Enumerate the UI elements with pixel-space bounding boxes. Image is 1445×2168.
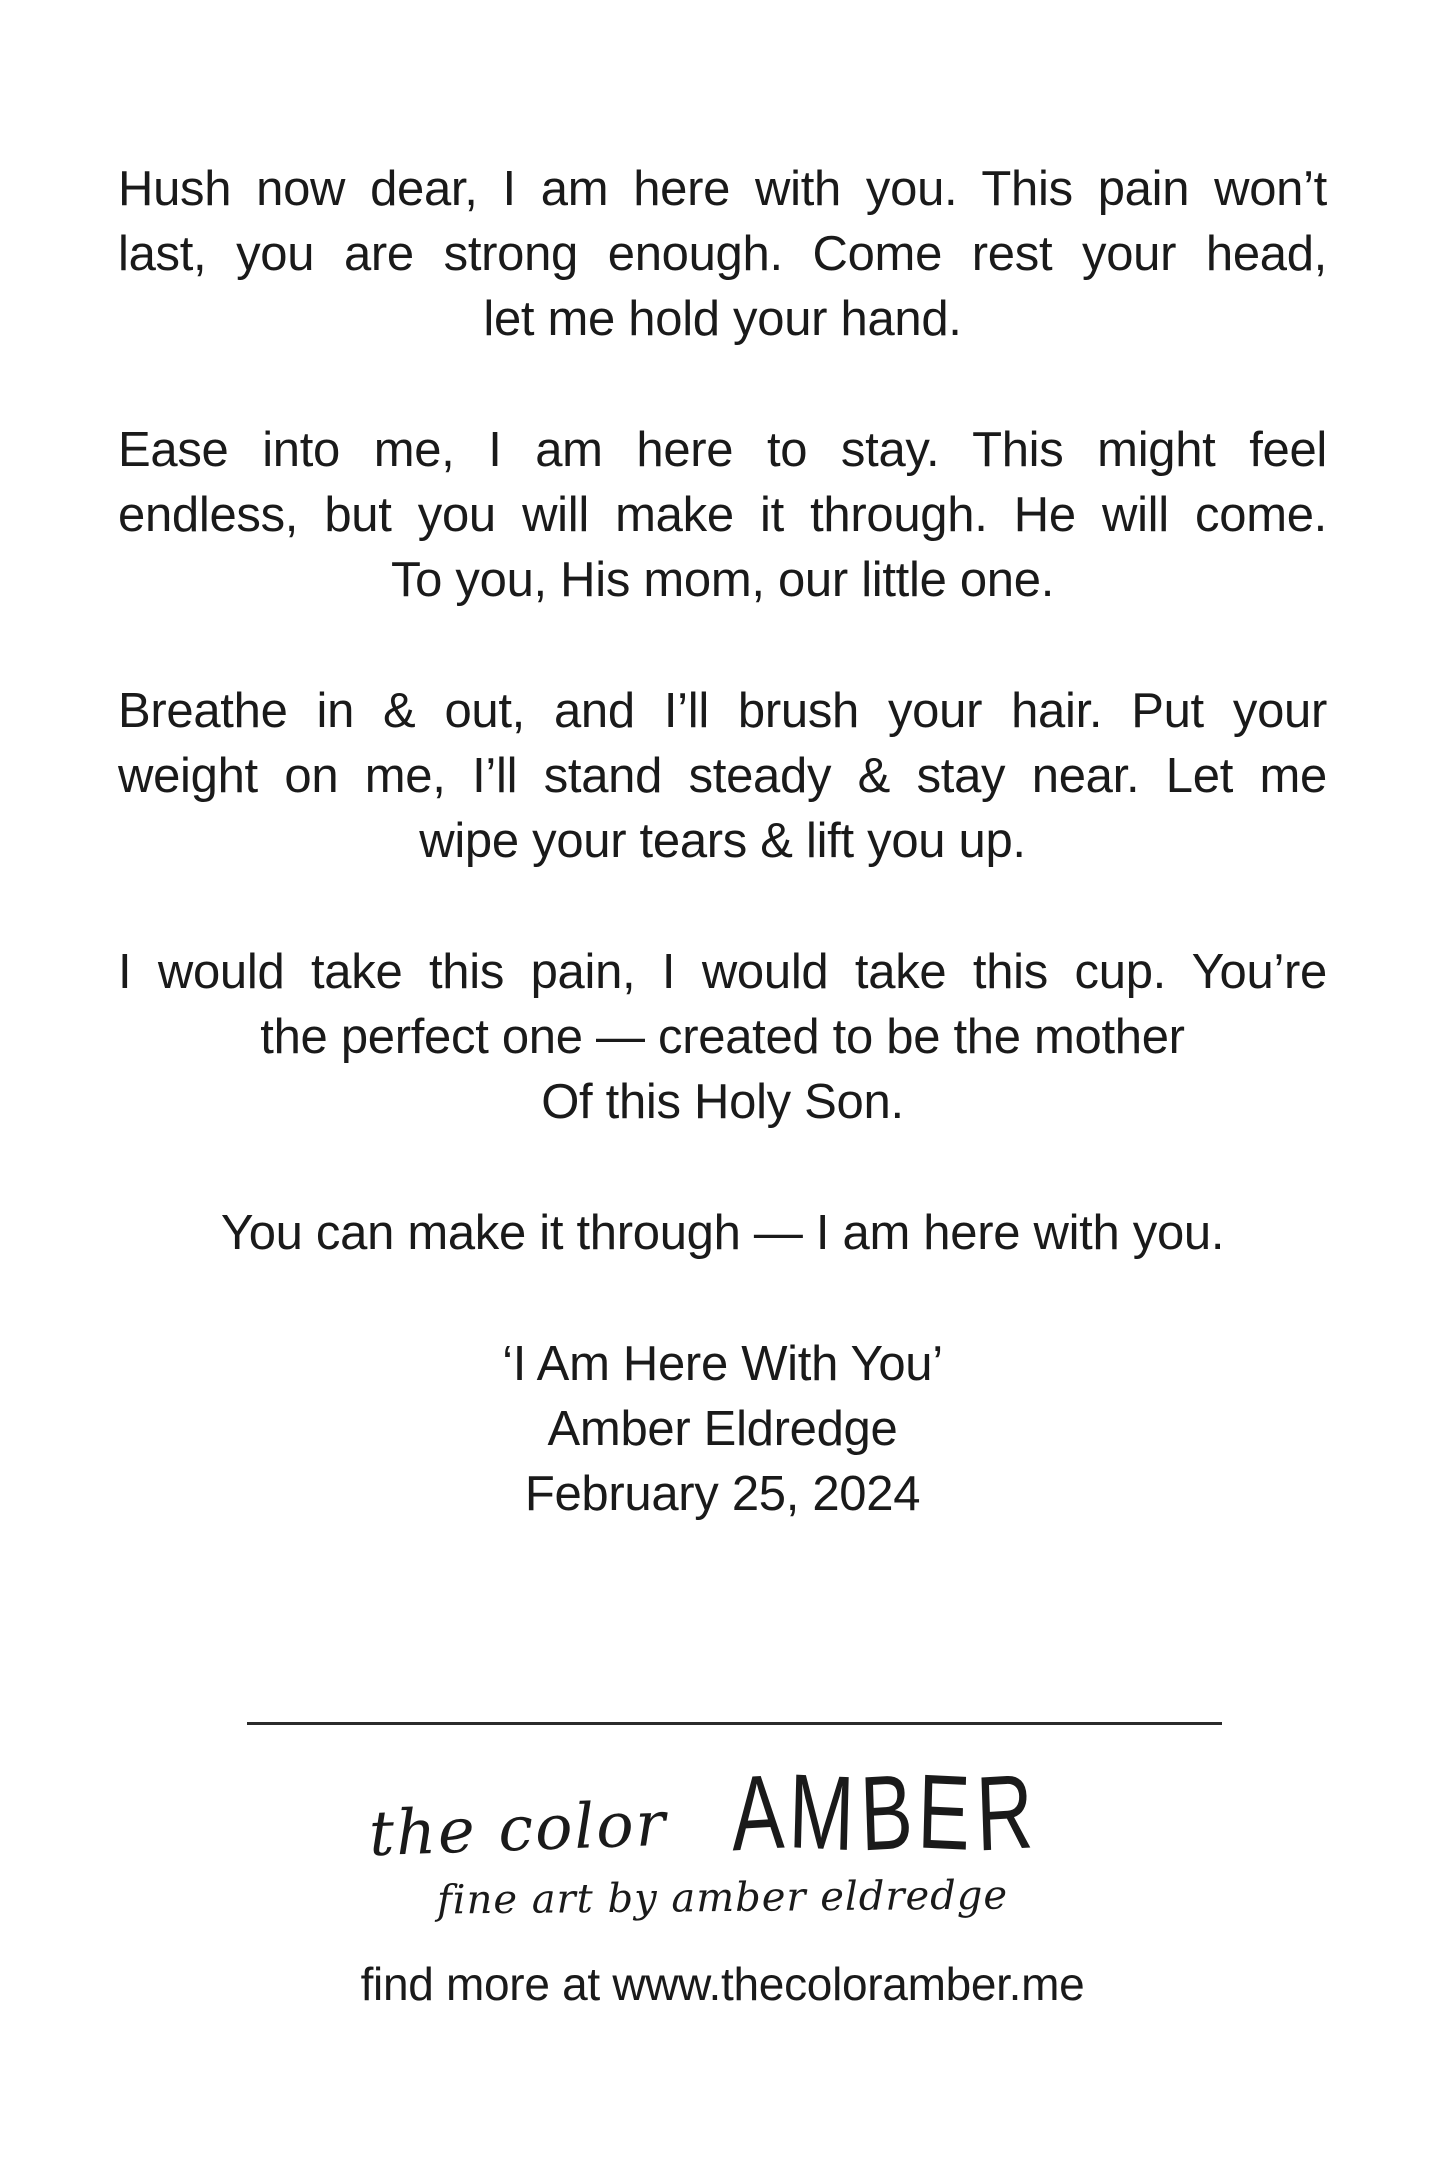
poem-attribution — [118, 1332, 1327, 1527]
poem-stanza — [118, 1201, 1327, 1266]
poem-author: Amber Eldredge — [547, 1402, 898, 1456]
poem-line: Of this Holy Son. — [541, 1075, 904, 1129]
poem-line: Ease into me, I am here to stay. This might feel — [118, 423, 1327, 477]
poem-date: February 25, 2024 — [524, 1467, 921, 1521]
footer-note: find more at www.thecoloramber.me — [360, 1958, 1085, 2010]
brand-script-text: the color — [367, 1786, 668, 1871]
poem-title: ‘I Am Here With You’ — [502, 1337, 943, 1391]
poem-stanza — [118, 418, 1327, 613]
poem-line: last, you are strong enough. Come rest your head, — [118, 227, 1327, 281]
brand-logo — [0, 1750, 1445, 1874]
poem-stanza — [118, 679, 1327, 874]
poem-line: Breathe in & out, and I’ll brush your hair. Put your — [118, 684, 1327, 738]
poem-line: Hush now dear, I am here with you. This pain won’t — [118, 162, 1327, 216]
brand-wordmark: AMBER — [729, 1750, 1040, 1874]
poem-line: weight on me, I’ll stand steady & stay near. Let me — [118, 749, 1327, 803]
poem-line: I would take this pain, I would take this cup. You’re — [118, 945, 1327, 999]
poem-line: To you, His mom, our little one. — [390, 553, 1055, 607]
brand-tagline: fine art by amber eldredge — [436, 1872, 1009, 1924]
poem-line: the perfect one — created to be the mother — [260, 1010, 1185, 1064]
poem-line: endless, but you will make it through. He will come. — [118, 488, 1327, 542]
footer-divider-line — [247, 1722, 1222, 1725]
poem-line: You can make it through — I am here with you. — [220, 1206, 1225, 1260]
poem-line: let me hold your hand. — [483, 292, 962, 346]
poem-stanza — [118, 940, 1327, 1135]
poem-line: wipe your tears & lift you up. — [419, 814, 1026, 868]
poem-stanza — [118, 157, 1327, 352]
